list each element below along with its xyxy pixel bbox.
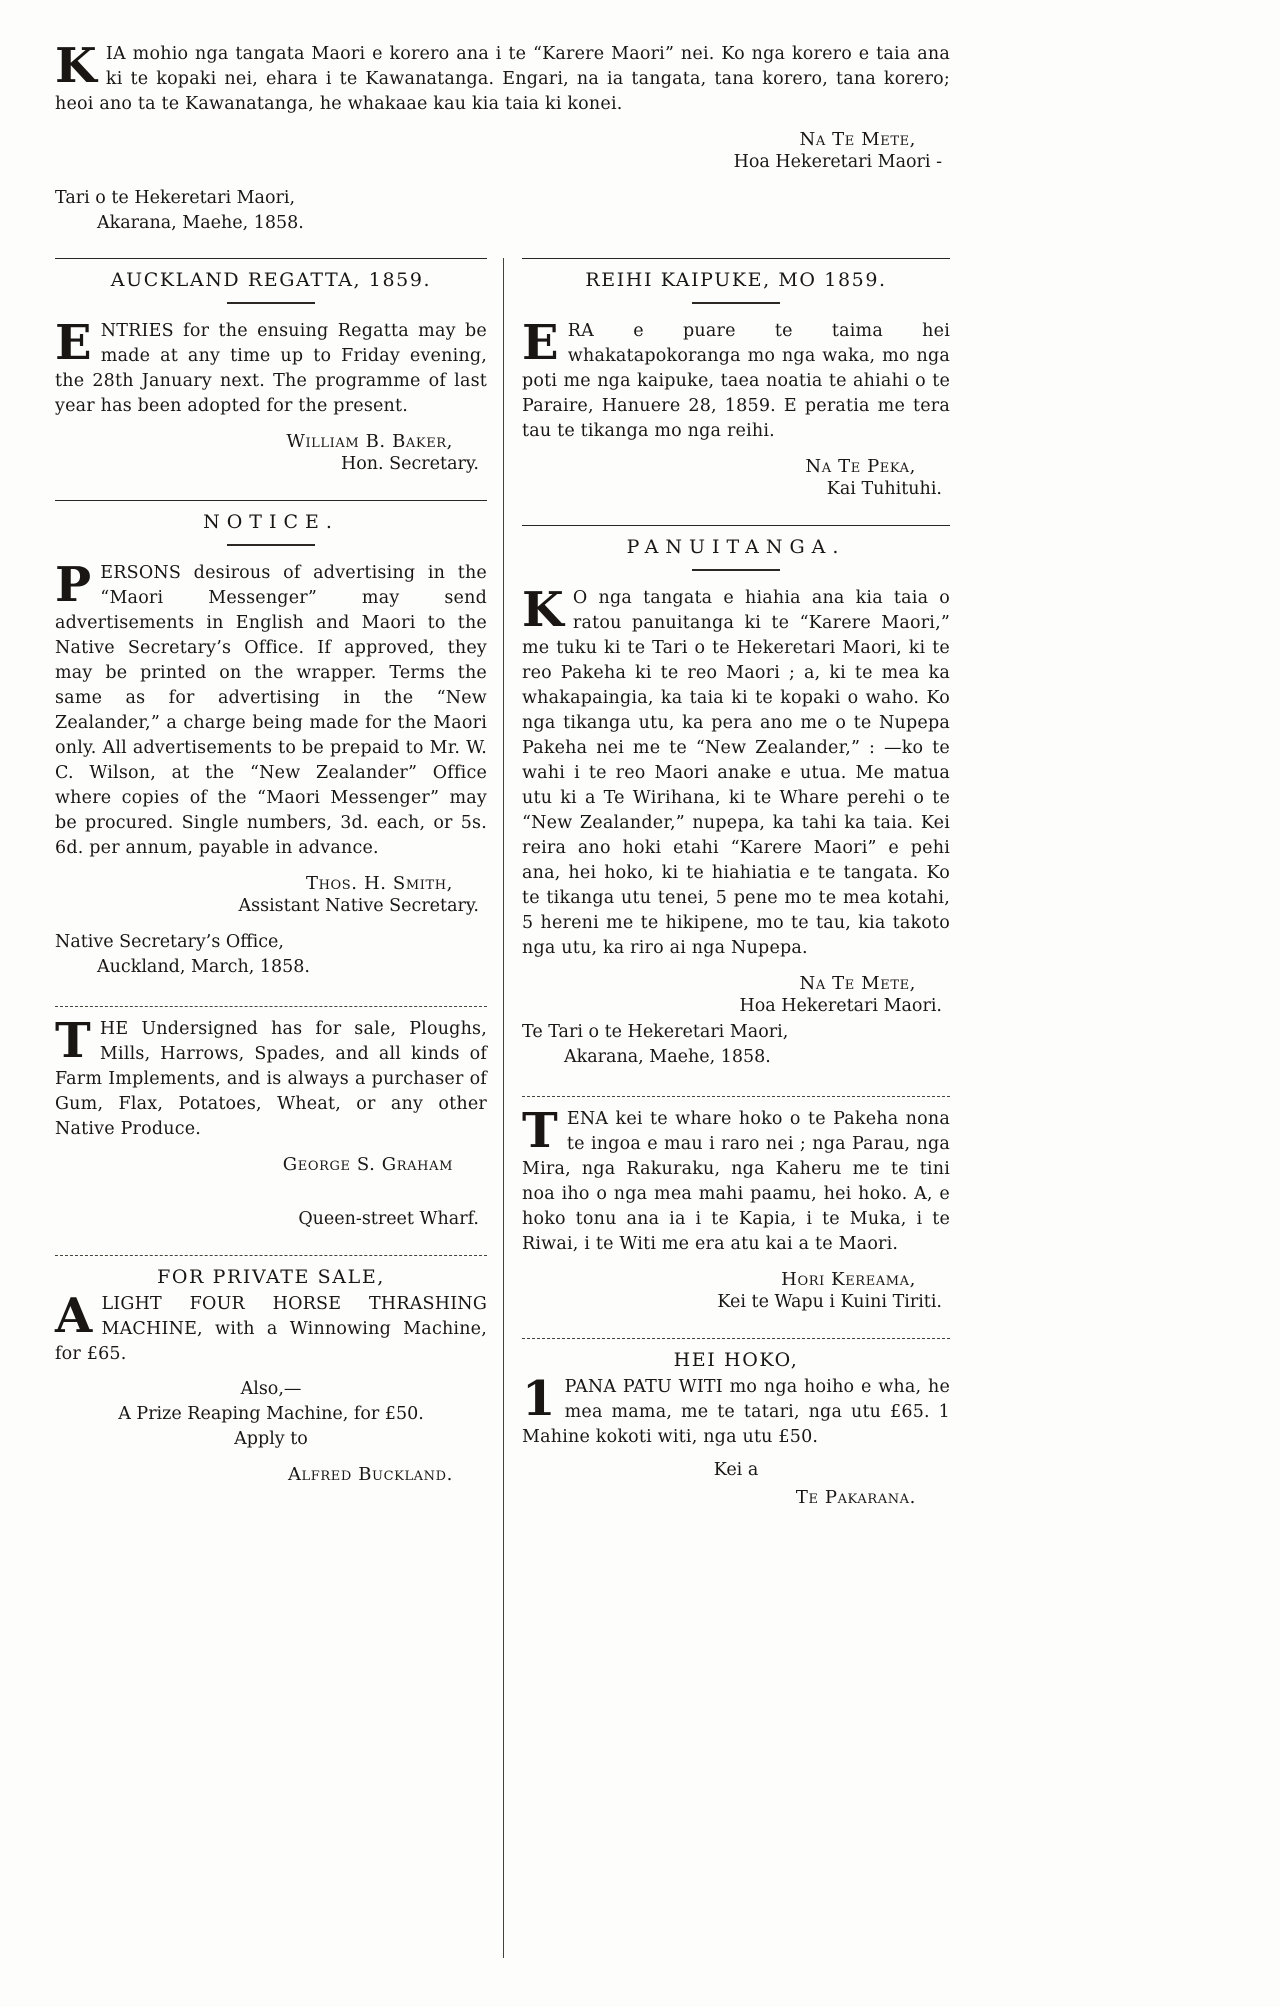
masthead-notice [55,38,950,236]
section-rule [522,525,950,526]
notice-text: ERSONS desirous of advertising in the “Maori Messenger” may send advertisements in English and Maori to the Native Secretary’s Office. If approved, they may be printed on the wrapper. Terms the same as for advertising in the “New Zealander,” a charge being made for the Maori only. All advertisements to be prepaid to Mr. W. C. Wilson, at the “New Zealander” Office where copies of the “Maori Messenger” may be procured. Single numbers, 3d. each, or 5s. 6d. per annum, payable in advance. [55,563,487,858]
reihi-paragraph [522,315,950,444]
undersigned-signature-name: George S. Graham [282,1154,453,1175]
column-rule [522,258,950,259]
undersigned-signature-role: Queen-street Wharf. [298,1209,479,1229]
advert-separator-rule [522,1338,950,1339]
regatta-text: NTRIES for the ensuing Regatta may be made at any time up to Friday evening, the 28th January next. The programme of last year has been adopted for the present. [55,321,487,416]
tena-paragraph [522,1103,950,1257]
notice-signature-name: Thos. H. Smith, [306,873,453,894]
intro-address [55,186,950,236]
advert-separator-rule [522,1096,950,1097]
section-rule [55,500,487,501]
reihi-drop-cap: E [522,315,559,371]
notice-address [55,930,487,980]
notice-signature-role: Assistant Native Secretary. [238,896,479,916]
intro-drop-cap: K [55,38,97,94]
article-private-sale [55,1255,487,1485]
left-column [55,258,503,1958]
reihi-text: RA e puare te taima hei whakatapokoranga mo nga waka, mo nga poti me nga kaipuke, taea noatia te ahiahi o te Paraire, Hanuere 28, 1859. E peratia me tera tau te tikanga mo nga reihi. [522,321,950,441]
undersigned-text: HE Undersigned has for sale, Ploughs, Mills, Harrows, Spades, and all kinds of Farm Implements, and is always a purchaser of Gum, Flax, Potatoes, Wheat, or any other Native Produce. [55,1019,487,1139]
hei-hoko-drop-cap: 1 [522,1371,556,1427]
right-column [503,258,950,1958]
regatta-drop-cap: E [55,315,92,371]
intro-signature-name: Na Te Mete, [799,129,916,150]
undersigned-drop-cap: T [55,1013,91,1069]
hei-hoko-signature-name: Te Pakarana. [795,1487,916,1508]
hei-hoko-kei-a-line: Kei a [713,1460,759,1480]
heading-short-rule [227,302,315,304]
tena-signature-name: Hori Kereama, [781,1269,916,1290]
undersigned-paragraph [55,1013,487,1142]
hei-hoko-paragraph [522,1371,950,1450]
reihi-heading: REIHI KAIPUKE, MO 1859. [585,269,887,291]
article-auckland-regatta [55,258,487,474]
article-undersigned-sale [55,1006,487,1229]
heading-short-rule [692,302,780,304]
regatta-signature-role: Hon. Secretary. [340,454,479,474]
regatta-signature-name: William B. Baker, [286,431,453,452]
article-hei-hoko [522,1338,950,1508]
notice-heading: NOTICE. [203,511,339,533]
intro-address-line1: Tari o te Hekeretari Maori, [55,188,296,208]
panuitanga-address-line1: Te Tari o te Hekeretari Maori, [522,1022,789,1042]
panuitanga-drop-cap: K [522,582,564,638]
intro-signature-role: Hoa Hekeretari Maori - [733,152,942,172]
panuitanga-address [522,1020,950,1070]
two-column-body [55,258,950,1958]
notice-address-line2: Auckland, March, 1858. [97,957,310,977]
heading-short-rule [227,544,315,546]
heading-short-rule [692,569,780,571]
advert-separator-rule [55,1006,487,1007]
private-sale-also-line: Also,— [240,1379,302,1399]
intro-paragraph [55,38,950,117]
panuitanga-text: O nga tangata e hiahia ana kia taia o ratou panuitanga ki te “Karere Maori,” me tuku ki te Tari o te Hekeretari Maori, ki te reo Pakeha ki te reo Maori ; a, ki te mea ka whakapaingia, ka taia ki te kopaki o waho. Ko nga tikanga utu, ka pera ano me o te Nupepa Pakeha nei me te “New Zealander,” : —ko te wahi i te reo Maori anake e utua. Me matua utu ki a Te Wirihana, ki te Whare perehi o te “New Zealander,” nupepa, ka tahi ka taia. Kei reira ano hoki etahi “Karere Maori” e pehi ana, hei hoko, ki te hiahiatia e te tangata. Ko te tikanga utu tenei, 5 pene mo te mea kotahi, 5 hereni me te hikipene, mo te tau, kia takoto nga utu, ka riro ai nga Nupepa. [522,588,950,958]
notice-drop-cap: P [55,557,92,613]
panuitanga-heading: PANUITANGA. [626,536,846,558]
advert-separator-rule [55,1255,487,1256]
column-rule [55,258,487,259]
regatta-heading: AUCKLAND REGATTA, 1859. [110,269,432,291]
panuitanga-address-line2: Akarana, Maehe, 1858. [564,1047,771,1067]
hei-hoko-heading: HEI HOKO, [673,1349,799,1371]
intro-address-line2: Akarana, Maehe, 1858. [97,213,304,233]
panuitanga-signature-role: Hoa Hekeretari Maori. [739,996,942,1016]
private-sale-heading: FOR PRIVATE SALE, [157,1266,385,1288]
tena-text: ENA kei te whare hoko o te Pakeha nona te ingoa e mau i raro nei ; nga Parau, nga Mira, nga Rakuraku, nga Kaheru me te tini noa iho o nga mea mahi paamu, hei hoko. A, e hoko tonu ana ia i te Kapia, i te Muka, i te Riwai, i te Witi me era atu kai a te Maori. [522,1109,950,1254]
private-sale-apply-line: Apply to [234,1429,308,1449]
panuitanga-paragraph [522,582,950,961]
article-notice [55,500,487,980]
article-panuitanga [522,525,950,1070]
notice-paragraph [55,557,487,861]
private-sale-drop-cap: A [55,1288,93,1344]
reihi-signature-name: Na Te Peka, [805,456,916,477]
article-tena-store [522,1096,950,1312]
private-sale-text: LIGHT FOUR HORSE THRASHING MACHINE, with a Winnowing Machine, for £65. [55,1294,487,1364]
regatta-paragraph [55,315,487,419]
notice-address-line1: Native Secretary’s Office, [55,932,284,952]
tena-signature-role: Kei te Wapu i Kuini Tiriti. [717,1292,942,1312]
tena-drop-cap: T [522,1103,558,1159]
intro-text: IA mohio nga tangata Maori e korero ana i te “Karere Maori” nei. Ko nga korero e taia ana ki te kopaki nei, ehara i te Kawanatanga. Engari, na ia tangata, tana korero, tana korero; heoi ano ta te Kawanatanga, he whakaae kau kia taia ki konei. [55,44,950,114]
private-sale-paragraph [55,1288,487,1367]
article-reihi-kaipuke [522,258,950,499]
private-sale-item2-line: A Prize Reaping Machine, for £50. [118,1404,424,1424]
private-sale-signature-name: Alfred Buckland. [287,1464,453,1485]
reihi-signature-role: Kai Tuhituhi. [826,479,942,499]
hei-hoko-text: PANA PATU WITI mo nga hoiho e wha, he mea mama, me te tatari, nga utu £65. 1 Mahine kokoti witi, nga utu £50. [522,1377,950,1447]
panuitanga-signature-name: Na Te Mete, [799,973,916,994]
